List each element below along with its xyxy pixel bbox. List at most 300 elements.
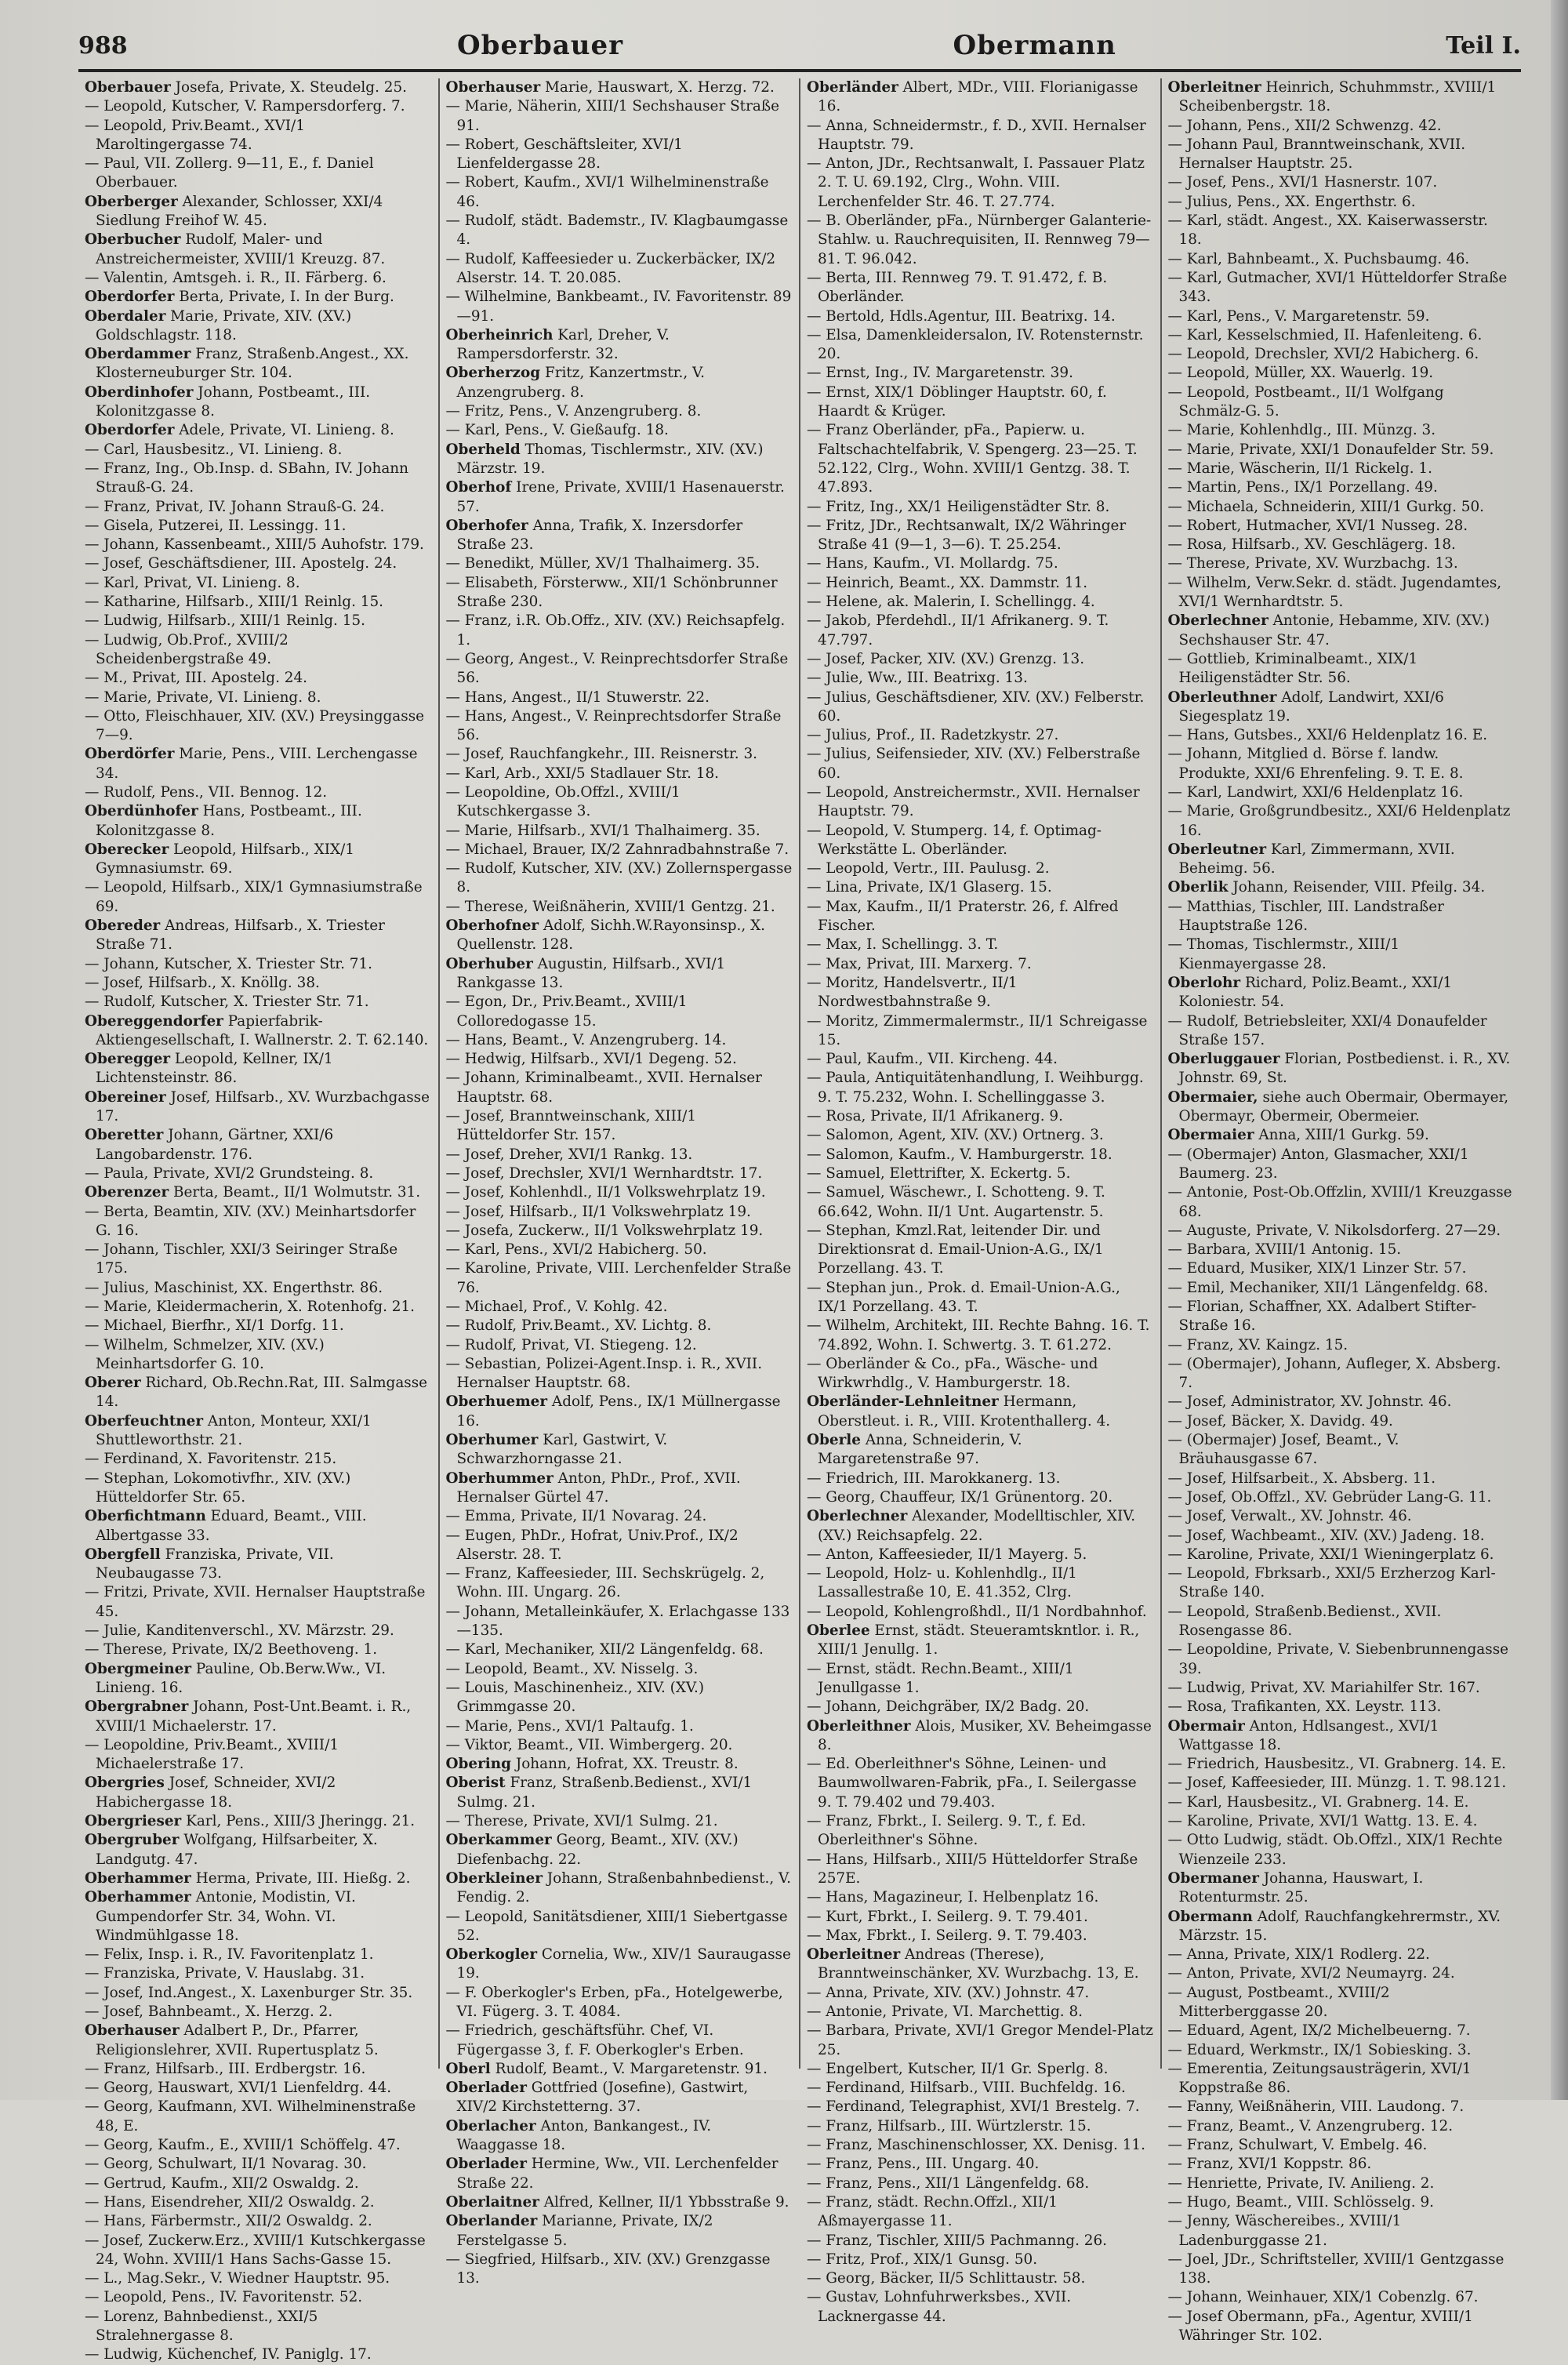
directory-entry: — Fritz, JDr., Rechtsanwalt, IX/2 Währinger Straße 41 (9—1, 3—6). T. 25.254. — [807, 517, 1127, 554]
directory-entry: — Max, Kaufm., II/1 Praterstr. 26, f. Alfred Fischer. — [807, 898, 1119, 935]
entry-surname: Oberlaitner — [445, 2193, 539, 2211]
directory-entry: Oberenzer Berta, Beamt., II/1 Wolmutstr. 31. — [85, 1184, 421, 1201]
entry-surname: Obermair — [1167, 1717, 1245, 1735]
directory-entry: — Hans, Angest., V. Reinprechtsdorfer Straße 56. — [445, 707, 782, 744]
directory-entry: — Emerentia, Zeitungsausträgerin, XVI/1 Koppstraße 86. — [1167, 2060, 1472, 2097]
directory-entry: Oberhummer Anton, PhDr., Prof., XVII. Hernalser Gürtel 47. — [445, 1469, 741, 1506]
directory-entry: Oberlechner Alexander, Modelltischler, XIV. (XV.) Reichsapfelg. 22. — [807, 1508, 1136, 1544]
directory-entry: — Paul, VII. Zollerg. 9—11, E., f. Daniel Oberbauer. — [85, 155, 374, 191]
directory-entry: — M., Privat, III. Apostelg. 24. — [85, 670, 308, 687]
entry-surname: Obereggendorfer — [85, 1012, 223, 1030]
entry-surname: Obergruber — [85, 1832, 180, 1849]
directory-entry: Obermaier Anna, XIII/1 Gurkg. 59. — [1167, 1127, 1429, 1144]
entry-surname: Oberfichtmann — [85, 1508, 206, 1525]
directory-entry: — Ernst, Ing., IV. Margaretenstr. 39. — [807, 365, 1073, 382]
directory-entry: — Ferdinand, Hilfsarb., VIII. Buchfeldg. 16. — [807, 2080, 1126, 2097]
entry-surname: Oberdinhofer — [85, 383, 194, 401]
directory-entry: — Karl, Pens., V. Gießaufg. 18. — [445, 422, 669, 439]
directory-entry: — Josef, Verwalt., XV. Johnstr. 46. — [1167, 1508, 1412, 1525]
directory-entry: — Rudolf, Priv.Beamt., XV. Lichtg. 8. — [445, 1317, 712, 1335]
entry-surname: Oberegger — [85, 1051, 171, 1068]
directory-entry: Obergfell Franziska, Private, VII. Neubaugasse 73. — [85, 1546, 334, 1582]
directory-entry: — Josef, Wachbeamt., XIV. (XV.) Jadeng. 18. — [1167, 1527, 1485, 1544]
directory-entry: — Wilhelm, Verw.Sekr. d. städt. Jugendamtes, XVI/1 Wernhardtstr. 5. — [1167, 574, 1502, 611]
directory-entry: — Josef, Rauchfangkehr., III. Reisnerstr. 3. — [445, 746, 758, 763]
entry-surname: Oberdorfer — [85, 422, 175, 439]
directory-entry: — Louis, Maschinenheiz., XIV. (XV.) Grimmgasse 20. — [445, 1679, 705, 1716]
directory-entry: — Therese, Private, XVI/1 Sulmg. 21. — [445, 1813, 718, 1830]
directory-entry: — Josef, Dreher, XVI/1 Rankg. 13. — [445, 1146, 693, 1163]
directory-entry: Oberhuber Augustin, Hilfsarb., XVI/1 Rankgasse 13. — [445, 955, 726, 991]
directory-entry: — Stephan, Kmzl.Rat, leitender Dir. und Direktionsrat d. Email-Union-A.G., IX/1 Porzellang. 43. T. — [807, 1222, 1104, 1277]
directory-entry: — Karl, Gutmacher, XVI/1 Hütteldorfer Straße 343. — [1167, 269, 1508, 306]
directory-entry: Oberdinhofer Johann, Postbeamt., III. Kolonitzgasse 8. — [85, 383, 371, 420]
directory-entry: — Gustav, Lohnfuhrwerksbes., XVII. Lacknergasse 44. — [807, 2289, 1072, 2325]
directory-entry: — Franz, Kaffeesieder, III. Sechskrügelg. 2, Wohn. III. Ungarg. 26. — [445, 1565, 765, 1601]
directory-entry: — Salomon, Agent, XIV. (XV.) Ortnerg. 3. — [807, 1127, 1104, 1144]
directory-entry: — Max, I. Schellingg. 3. T. — [807, 936, 999, 954]
directory-entry: — Georg, Kaufmann, XVI. Wilhelminenstraße 48, E. — [85, 2098, 416, 2134]
directory-entry: — Marie, Hilfsarb., XVI/1 Thalhaimerg. 35. — [445, 822, 760, 839]
directory-entry: — Johann, Kutscher, X. Triester Str. 71. — [85, 955, 373, 972]
directory-entry: Oberlader Gottfried (Josefine), Gastwirt, XIV/2 Kirchstetterng. 37. — [445, 2080, 749, 2116]
directory-entry: — Franz, XVI/1 Koppstr. 86. — [1167, 2156, 1372, 2173]
directory-entry: — Leopold, Hilfsarb., XIX/1 Gymnasiumstraße 69. — [85, 879, 423, 915]
directory-entry: — Hedwig, Hilfsarb., XVI/1 Degeng. 52. — [445, 1051, 737, 1068]
directory-entry: — Josef, Administrator, XV. Johnstr. 46. — [1167, 1393, 1452, 1411]
directory-entry: Obermaner Johanna, Hauswart, I. Rotenturmstr. 25. — [1167, 1869, 1424, 1906]
directory-entry: — Georg, Chauffeur, IX/1 Grünentorg. 20. — [807, 1488, 1113, 1506]
directory-entry: — Josef, Drechsler, XVI/1 Wernhardtstr. 17. — [445, 1164, 763, 1182]
entry-surname: Oberetter — [85, 1127, 164, 1144]
directory-entry: Oberheld Thomas, Tischlermstr., XIV. (XV.) Märzstr. 19. — [445, 441, 764, 477]
directory-entry: — Josef, Hilfsarb., II/1 Volkswehrplatz 19. — [445, 1203, 751, 1220]
directory-entry: — Paula, Antiquitätenhandlung, I. Weihburgg. 9. T. 75.232, Wohn. I. Schellinggasse 3. — [807, 1070, 1144, 1106]
directory-entry: — Ludwig, Privat, XV. Mariahilfer Str. 167. — [1167, 1679, 1480, 1696]
directory-entry: Oberdörfer Marie, Pens., VIII. Lerchengasse 34. — [85, 746, 418, 782]
directory-entry: — Leopold, Kutscher, V. Rampersdorferg. 7. — [85, 98, 405, 115]
directory-entry: Oberheinrich Karl, Dreher, V. Rampersdorferstr. 32. — [445, 326, 670, 363]
directory-entry: Oberhammer Antonie, Modistin, VI. Gumpendorfer Str. 34, Wohn. VI. Windmühlgasse 18. — [85, 1889, 356, 1944]
directory-entry: — Max, Fbrkt., I. Seilerg. 9. T. 79.403. — [807, 1927, 1087, 1944]
directory-entry: — Leopold, Müller, XX. Wauerlg. 19. — [1167, 365, 1434, 382]
directory-entry: — Anna, Schneidermstr., f. D., XVII. Hernalser Hauptstr. 79. — [807, 117, 1146, 153]
directory-entry: Oberkleiner Johann, Straßenbahnbedienst., V. Fendig. 2. — [445, 1869, 791, 1906]
page-edge-shadow — [1551, 0, 1568, 2100]
directory-entry: Oberhofner Adolf, Sichh.W.Rayonsinsp., X. Quellenstr. 128. — [445, 917, 766, 954]
entry-surname: Oberl — [445, 2060, 491, 2077]
entry-surname: Oberdörfer — [85, 746, 175, 763]
directory-entry: — Franziska, Private, V. Hauslabg. 31. — [85, 1965, 365, 1982]
directory-entry: — Franz, XV. Kaingz. 15. — [1167, 1336, 1348, 1353]
directory-entry: — Friedrich, geschäftsführ. Chef, VI. Fügergasse 3, f. F. Oberkogler's Erben. — [445, 2022, 744, 2058]
directory-entry: — Auguste, Private, V. Nikolsdorferg. 27—29. — [1167, 1222, 1501, 1239]
directory-entry: — Johann, Pens., XII/2 Schwenzg. 42. — [1167, 117, 1442, 134]
entry-surname: Oberecker — [85, 841, 169, 858]
directory-entry: — Julius, Maschinist, XX. Engerthstr. 86. — [85, 1279, 383, 1296]
directory-entry: — Ed. Oberleithner's Söhne, Leinen- und Baumwollwaren-Fabrik, pFa., I. Seilergasse 9. T. 79.402 und 79.403. — [807, 1756, 1137, 1811]
directory-entry: — Georg, Hauswart, XVI/1 Lienfeldrg. 44. — [85, 2080, 392, 2097]
directory-entry: — Hans, Angest., II/1 Stuwerstr. 22. — [445, 688, 710, 706]
entry-surname: Oberist — [445, 1775, 506, 1792]
directory-entry: — Rosa, Trafikanten, XX. Leystr. 113. — [1167, 1698, 1442, 1716]
directory-entry: Oberdorfer Berta, Private, I. In der Burg. — [85, 289, 394, 306]
directory-entry: — Robert, Kaufm., XVI/1 Wilhelminenstraße 46. — [445, 174, 769, 210]
directory-entry: — Leopoldine, Ob.Offzl., XVIII/1 Kutschkergasse 3. — [445, 783, 681, 820]
directory-entry: — Joel, JDr., Schriftsteller, XVIII/1 Gentzgasse 138. — [1167, 2251, 1504, 2287]
directory-entry: — Marie, Näherin, XIII/1 Sechshauser Straße 91. — [445, 98, 779, 134]
directory-entry: Oberer Richard, Ob.Rechn.Rat, III. Salmgasse 14. — [85, 1375, 428, 1411]
directory-entry: — Johann, Mitglied d. Börse f. landw. Produkte, XXI/6 Ehrenfeling. 9. T. E. 8. — [1167, 746, 1464, 782]
directory-entry: — Antonie, Post-Ob.Offzlin, XVIII/1 Kreuzgasse 68. — [1167, 1184, 1512, 1220]
directory-entry: — Max, Privat, III. Marxerg. 7. — [807, 955, 1032, 972]
entry-surname: Oberheinrich — [445, 326, 554, 343]
directory-entry: Obering Johann, Hofrat, XX. Treustr. 8. — [445, 1756, 739, 1773]
directory-entry: — Salomon, Kaufm., V. Hamburgerstr. 18. — [807, 1146, 1112, 1163]
directory-entry: — Therese, Private, XV. Wurzbachg. 13. — [1167, 555, 1458, 572]
directory-entry: Obermann Adolf, Rauchfangkehrermstr., XV. Märzstr. 15. — [1167, 1908, 1501, 1944]
directory-entry: — Hans, Magazineur, I. Helbenplatz 16. — [807, 1889, 1099, 1906]
directory-entry: — Josef, Kohlenhdl., II/1 Volkswehrplatz 19. — [445, 1184, 766, 1201]
column-1 — [78, 78, 440, 2363]
directory-entry: — Leopold, Kohlengroßhdl., II/1 Nordbahnhof. — [807, 1603, 1147, 1620]
entry-surname: Oberleitner — [807, 1946, 901, 1964]
entry-surname: Oberherzog — [445, 365, 541, 382]
directory-entry: — Leopold, Postbeamt., II/1 Wolfgang Schmälz-G. 5. — [1167, 383, 1444, 420]
directory-entry: Obereggendorfer Papierfabrik-Aktiengesellschaft, I. Wallnerstr. 2. T. 62.140. — [85, 1012, 429, 1048]
directory-entry: — Josef Obermann, pFa., Agentur, XVIII/1 Währinger Str. 102. — [1167, 2308, 1473, 2345]
directory-entry: Oberdaler Marie, Private, XIV. (XV.) Goldschlagstr. 118. — [85, 307, 352, 343]
entry-surname: Obergrabner — [85, 1698, 189, 1716]
directory-entry: — Felix, Insp. i. R., IV. Favoritenplatz 1. — [85, 1946, 374, 1964]
directory-entry: — Stephan, Lokomotivfhr., XIV. (XV.) Hütteldorfer Str. 65. — [85, 1469, 351, 1506]
directory-entry: — Josef, Zuckerw.Erz., XVIII/1 Kutschkergasse 24, Wohn. XVIII/1 Hans Sachs-Gasse 15. — [85, 2232, 426, 2268]
directory-entry: — Johann, Weinhauer, XIX/1 Cobenzlg. 67. — [1167, 2289, 1479, 2306]
directory-entry: — Gottlieb, Kriminalbeamt., XIX/1 Heiligenstädter Str. 56. — [1167, 650, 1418, 687]
directory-entry: — Josef, Kaffeesieder, III. Münzg. 1. T. 98.121. — [1167, 1775, 1507, 1792]
directory-entry: — Engelbert, Kutscher, II/1 Gr. Sperlg. 8. — [807, 2060, 1109, 2077]
directory-entry: — Franz, i.R. Ob.Offz., XIV. (XV.) Reichsapfelg. 1. — [445, 612, 786, 648]
directory-entry: — Ludwig, Hilfsarb., XIII/1 Reinlg. 15. — [85, 612, 365, 630]
directory-entry: — Leopold, Vertr., III. Paulusg. 2. — [807, 860, 1050, 877]
entry-surname: Oberlohr — [1167, 974, 1241, 991]
entry-surname: Oberleuthner — [1167, 688, 1277, 706]
directory-entry: Oberleuthner Adolf, Landwirt, XXI/6 Siegesplatz 19. — [1167, 688, 1444, 725]
directory-entry: — Johann, Metalleinkäufer, X. Erlachgasse 133—135. — [445, 1603, 790, 1640]
directory-entry: — Moritz, Handelsvertr., II/1 Nordwestbahnstraße 9. — [807, 974, 1018, 1011]
directory-entry: — Friedrich, Hausbesitz., VI. Grabnerg. 14. E. — [1167, 1756, 1507, 1773]
directory-entry: — Leopold, Priv.Beamt., XVI/1 Maroltingergasse 74. — [85, 117, 305, 153]
directory-entry: — Franz, Ing., Ob.Insp. d. SBahn, IV. Johann Strauß-G. 24. — [85, 460, 408, 496]
directory-entry: — Josef, Bahnbeamt., X. Herzg. 2. — [85, 2003, 333, 2020]
directory-entry: — Fritz, Prof., XIX/1 Gunsg. 50. — [807, 2251, 1038, 2268]
directory-entry: Obergmeiner Pauline, Ob.Berw.Ww., VI. Linieng. 16. — [85, 1660, 387, 1696]
entry-surname: Oberlader — [445, 2080, 527, 2097]
directory-entry: — Rudolf, Kutscher, XIV. (XV.) Zollernspergasse 8. — [445, 860, 793, 896]
directory-entry: — Valentin, Amtsgeh. i. R., II. Färberg. 6. — [85, 269, 387, 286]
directory-entry: — Johann, Kriminalbeamt., XVII. Hernalser Hauptstr. 68. — [445, 1070, 762, 1106]
entry-surname: Obergfell — [85, 1546, 161, 1563]
directory-entry: — Leopold, Sanitätsdiener, XIII/1 Siebertgasse 52. — [445, 1908, 788, 1944]
directory-entry: — Antonie, Private, VI. Marchettig. 8. — [807, 2003, 1083, 2020]
directory-entry: — Michael, Prof., V. Kohlg. 42. — [445, 1299, 668, 1315]
directory-entry: — Robert, Geschäftsleiter, XVI/1 Lienfeldergasse 28. — [445, 136, 683, 173]
entry-surname: Oberhammer — [85, 1869, 191, 1887]
entry-surname: Oberdünhofer — [85, 803, 198, 820]
entry-surname: Oberlacher — [445, 2117, 536, 2134]
directory-entry: — Bertold, Hdls.Agentur, III. Beatrixg. 14. — [807, 307, 1116, 325]
directory-entry: Oberkogler Cornelia, Ww., XIV/1 Sauraugasse 19. — [445, 1946, 791, 1982]
directory-entry: — F. Oberkogler's Erben, pFa., Hotelgewerbe, VI. Fügerg. 3. T. 4084. — [445, 1984, 783, 2020]
directory-entry: — Elisabeth, Försterww., XII/1 Schönbrunner Straße 230. — [445, 574, 778, 611]
directory-entry: — Rosa, Hilfsarb., XV. Geschlägerg. 18. — [1167, 536, 1456, 554]
directory-entry: Oberbucher Rudolf, Maler- und Anstreichermeister, XVIII/1 Kreuzg. 87. — [85, 231, 386, 267]
directory-entry: — August, Postbeamt., XVIII/2 Mitterberggasse 20. — [1167, 1984, 1390, 2020]
directory-entry: — Friedrich, III. Marokkanerg. 13. — [807, 1469, 1061, 1487]
directory-entry: — Franz, Hilfsarb., III. Erdbergstr. 16. — [85, 2060, 366, 2077]
directory-entry: — Heinrich, Beamt., XX. Dammstr. 11. — [807, 574, 1088, 591]
directory-entry: — Julie, Ww., III. Beatrixg. 13. — [807, 670, 1028, 687]
directory-entry: — Therese, Private, IX/2 Beethoveng. 1. — [85, 1641, 378, 1658]
directory-entry: — Leopold, Drechsler, XVI/2 Habicherg. 6. — [1167, 346, 1479, 363]
entry-surname: Oberlader — [445, 2156, 527, 2173]
entry-surname: Oberer — [85, 1375, 141, 1392]
entry-surname: Obermaner — [1167, 1869, 1259, 1887]
directory-entry: Oberhumer Karl, Gastwirt, V. Schwarzhorngasse 21. — [445, 1432, 668, 1468]
entry-surname: Oberle — [807, 1432, 861, 1449]
directory-entry: — Leopold, Beamt., XV. Nisselg. 3. — [445, 1660, 699, 1677]
directory-entry: — Ludwig, Küchenchef, IV. Paniglg. 17. — [85, 2346, 372, 2363]
directory-entry: — Eduard, Werkmstr., IX/1 Sobiesking. 3. — [1167, 2041, 1472, 2058]
directory-entry: — Eduard, Musiker, XIX/1 Linzer Str. 57. — [1167, 1260, 1467, 1277]
directory-entry: Oberländer Albert, MDr., VIII. Florianigasse 16. — [807, 79, 1138, 115]
directory-entry: Oberle Anna, Schneiderin, V. Margaretenstraße 97. — [807, 1432, 1022, 1468]
directory-entry: — Georg, Kaufm., E., XVIII/1 Schöffelg. 47. — [85, 2137, 401, 2154]
entry-surname: Oberlik — [1167, 879, 1229, 896]
directory-entry: — Leopold, Pens., IV. Favoritenstr. 52. — [85, 2289, 363, 2306]
directory-entry: — Franz, Fbrkt., I. Seilerg. 9. T., f. Ed. Oberleithner's Söhne. — [807, 1813, 1087, 1849]
entry-surname: Oberbauer — [85, 79, 171, 96]
directory-entry: — Marie, Kleidermacherin, X. Rotenhofg. 21. — [85, 1299, 416, 1315]
directory-entry: Oberleitner Andreas (Therese), Branntweinschänker, XV. Wurzbachg. 13, E. — [807, 1946, 1139, 1982]
directory-entry: — Stephan jun., Prok. d. Email-Union-A.G., IX/1 Porzellang. 43. T. — [807, 1279, 1120, 1315]
entry-surname: Obermaier — [1167, 1127, 1254, 1144]
directory-entry: — Berta, III. Rennweg 79. T. 91.472, f. B. Oberländer. — [807, 269, 1108, 306]
directory-entry: Oberist Franz, Straßenb.Bedienst., XVI/1 Sulmg. 21. — [445, 1775, 753, 1811]
directory-entry: — Franz, Maschinenschlosser, XX. Denisg. 11. — [807, 2137, 1145, 2154]
directory-entry: — Therese, Weißnäherin, XVIII/1 Gentzg. 21. — [445, 898, 775, 915]
directory-entry: — Gisela, Putzerei, II. Lessingg. 11. — [85, 517, 347, 534]
directory-entry: — Samuel, Wäschewr., I. Schotteng. 9. T. 66.642, Wohn. II/1 Unt. Augartenstr. 5. — [807, 1184, 1105, 1220]
directory-entry: — Rudolf, Betriebsleiter, XXI/4 Donaufelder Straße 157. — [1167, 1012, 1487, 1048]
directory-entry: — Johann Paul, Branntweinschank, XVII. Hernalser Hauptstr. 25. — [1167, 136, 1466, 173]
entry-surname: Oberheld — [445, 441, 521, 458]
directory-entry: — Johann, Tischler, XXI/3 Seiringer Straße 175. — [85, 1241, 398, 1277]
directory-entry: — Josef, Ob.Offzl., XV. Gebrüder Lang-G. 11. — [1167, 1488, 1492, 1506]
directory-entry: — Julius, Pens., XX. Engerthstr. 6. — [1167, 193, 1416, 210]
directory-entry: Oberlander Marianne, Private, IX/2 Ferstelgasse 5. — [445, 2213, 713, 2249]
directory-entry: — Leopoldine, Private, V. Siebenbrunnengasse 39. — [1167, 1641, 1509, 1677]
directory-entry: — Karl, städt. Angest., XX. Kaiserwasserstr. 18. — [1167, 213, 1488, 249]
entry-surname: Oberkleiner — [445, 1869, 543, 1887]
directory-entry: — Georg, Schulwart, II/1 Novarag. 30. — [85, 2156, 367, 2173]
directory-entry: — Oberländer & Co., pFa., Wäsche- und Wirkwrhdlg., V. Hamburgerstr. 18. — [807, 1355, 1098, 1392]
directory-entry: — L., Mag.Sekr., V. Wiedner Hauptstr. 95. — [85, 2270, 390, 2287]
directory-entry: Oberlohr Richard, Poliz.Beamt., XXI/1 Koloniestr. 54. — [1167, 974, 1453, 1011]
directory-entry: Oberdünhofer Hans, Postbeamt., III. Kolonitzgasse 8. — [85, 803, 362, 839]
directory-entry: — Karl, Bahnbeamt., X. Puchsbaumg. 46. — [1167, 250, 1470, 267]
column-4 — [1162, 78, 1522, 2345]
directory-entry: — Karl, Pens., XVI/2 Habicherg. 50. — [445, 1241, 707, 1259]
directory-entry: — Franz, Privat, IV. Johann Strauß-G. 24. — [85, 498, 385, 515]
directory-entry: — Hans, Kaufm., VI. Mollardg. 75. — [807, 555, 1058, 572]
directory-entry: Obergruber Wolfgang, Hilfsarbeiter, X. Landgutg. 47. — [85, 1832, 378, 1868]
directory-entry: — Karl, Kesselschmied, II. Hafenleiteng. 6. — [1167, 326, 1483, 343]
directory-entry: Oberländer-Lehnleitner Hermann, Oberstleut. i. R., VIII. Krotenthallerg. 4. — [807, 1393, 1111, 1430]
page-header — [78, 22, 1521, 72]
directory-entry: Oberdammer Franz, Straßenb.Angest., XX. Klosterneuburger Str. 104. — [85, 346, 409, 382]
directory-entry: — Leopold, Anstreichermstr., XVII. Hernalser Hauptstr. 79. — [807, 783, 1140, 820]
entry-surname: Oberlechner — [807, 1508, 908, 1525]
directory-entry: — Marie, Private, XXI/1 Donaufelder Str. 59. — [1167, 441, 1494, 458]
directory-entry: Oberkammer Georg, Beamt., XIV. (XV.) Diefenbachg. 22. — [445, 1832, 739, 1868]
directory-entry: — Ludwig, Ob.Prof., XVIII/2 Scheidenbergstraße 49. — [85, 631, 289, 667]
directory-entry: Oberhuemer Adolf, Pens., IX/1 Müllnergasse 16. — [445, 1393, 781, 1430]
entry-surname: Oberlander — [445, 2213, 538, 2230]
directory-entry: — Franz, Schulwart, V. Embelg. 46. — [1167, 2137, 1428, 2154]
directory-entry: — Karl, Pens., V. Margaretenstr. 59. — [1167, 307, 1430, 325]
directory-entry: — Wilhelmine, Bankbeamt., IV. Favoritenstr. 89—91. — [445, 289, 792, 325]
directory-entry: — Julius, Seifensieder, XIV. (XV.) Felberstraße 60. — [807, 746, 1141, 782]
directory-entry: — Ernst, XIX/1 Döblinger Hauptstr. 60, f. Haardt & Krüger. — [807, 383, 1107, 420]
directory-entry: — Leopold, Straßenb.Bedienst., XVII. Rosengasse 86. — [1167, 1603, 1442, 1640]
directory-entry: Oberlaitner Alfred, Kellner, II/1 Ybbsstraße 9. — [445, 2193, 789, 2211]
part-label: Teil I. — [1446, 31, 1521, 60]
directory-entry: — Marie, Pens., XVI/1 Paltaufg. 1. — [445, 1717, 694, 1735]
directory-entry: Oberhauser Marie, Hauswart, X. Herzg. 72. — [445, 79, 775, 96]
directory-entry: — Eduard, Agent, IX/2 Michelbeuerng. 7. — [1167, 2022, 1471, 2040]
directory-entry: — Barbara, Private, XVI/1 Gregor Mendel-Platz 25. — [807, 2022, 1153, 2058]
directory-entry: Oberleithner Alois, Musiker, XV. Beheimgasse 8. — [807, 1717, 1152, 1753]
directory-entry: — Anton, Kaffeesieder, II/1 Mayerg. 5. — [807, 1546, 1087, 1563]
directory-entry: — Hans, Gutsbes., XXI/6 Heldenplatz 16. E. — [1167, 727, 1488, 744]
directory-entry: — Karoline, Private, XVI/1 Wattg. 13. E. 4. — [1167, 1813, 1478, 1830]
directory-entry: — (Obermajer) Josef, Beamt., V. Bräuhausgasse 67. — [1167, 1432, 1399, 1468]
directory-entry: — Eugen, PhDr., Hofrat, Univ.Prof., IX/2 Alserstr. 28. T. — [445, 1527, 739, 1563]
entry-surname: Oberländer — [807, 79, 898, 96]
running-head-left: Oberbauer — [457, 30, 624, 61]
directory-entry: — Karl, Hausbesitz., VI. Grabnerg. 14. E. — [1167, 1793, 1469, 1811]
directory-entry: — Marie, Private, VI. Linieng. 8. — [85, 688, 321, 706]
directory-entry: — Julie, Kanditenverschl., XV. Märzstr. 29. — [85, 1622, 394, 1640]
directory-entry: — Emma, Private, II/1 Novarag. 24. — [445, 1508, 707, 1525]
directory-entry: Oberhofer Anna, Trafik, X. Inzersdorfer Straße 23. — [445, 517, 743, 554]
entry-surname: Oberkammer — [445, 1832, 552, 1849]
directory-entry: — Franz, Pens., III. Ungarg. 40. — [807, 2156, 1040, 2173]
directory-entry: — Rudolf, Kaffeesieder u. Zuckerbäcker, IX/2 Alserstr. 14. T. 20.085. — [445, 250, 776, 286]
directory-entry: — Hans, Eisendreher, XII/2 Oswaldg. 2. — [85, 2193, 375, 2211]
entry-surname: Oberhumer — [445, 1432, 539, 1449]
directory-entry: — Julius, Prof., II. Radetzkystr. 27. — [807, 727, 1059, 744]
directory-entry: — Rosa, Private, II/1 Afrikanerg. 9. — [807, 1108, 1063, 1125]
directory-entry: — Jakob, Pferdehdl., II/1 Afrikanerg. 9. T. 47.797. — [807, 612, 1109, 648]
entry-surname: Oberkogler — [445, 1946, 538, 1964]
entry-surname: Oberleutner — [1167, 841, 1267, 858]
directory-entry: — Rudolf, Privat, VI. Stiegeng. 12. — [445, 1336, 697, 1353]
directory-entry: — Michael, Bierfhr., XI/1 Dorfg. 11. — [85, 1317, 344, 1335]
directory-entry: — Hugo, Beamt., VIII. Schlösselg. 9. — [1167, 2193, 1434, 2211]
entry-surname: Oberhuemer — [445, 1393, 548, 1411]
directory-entry: — Ferdinand, Telegraphist, XVI/1 Brestelg. 7. — [807, 2098, 1140, 2116]
entry-surname: Oberländer-Lehnleitner — [807, 1393, 999, 1411]
entry-surname: Oberluggauer — [1167, 1051, 1280, 1068]
directory-entry: Oberbauer Josefa, Private, X. Steudelg. 25. — [85, 79, 408, 96]
directory-entry: — Georg, Angest., V. Reinprechtsdorfer Straße 56. — [445, 650, 789, 687]
entry-surname: Obermaier, — [1167, 1088, 1258, 1106]
directory-entry: Oberl Rudolf, Beamt., V. Margaretenstr. 91. — [445, 2060, 768, 2077]
directory-entry: — Berta, Beamtin, XIV. (XV.) Meinhartsdorfer G. 16. — [85, 1203, 416, 1239]
column-2 — [440, 78, 801, 2287]
entry-surname: Oberhofer — [445, 517, 528, 534]
directory-entry: — Franz, städt. Rechn.Offzl., XII/1 Aßmayergasse 11. — [807, 2193, 1058, 2230]
directory-entry: Oberlacher Anton, Bankangest., IV. Waaggasse 18. — [445, 2117, 712, 2154]
directory-entry: — Fritz, Ing., XX/1 Heiligenstädter Str. 8. — [807, 498, 1110, 515]
directory-entry: Oberherzog Fritz, Kanzertmstr., V. Anzengruberg. 8. — [445, 365, 705, 401]
directory-entry: Oberluggauer Florian, Postbedienst. i. R., XV. Johnstr. 69, St. — [1167, 1051, 1511, 1087]
directory-entry: — Moritz, Zimmermalermstr., II/1 Schreigasse 15. — [807, 1012, 1148, 1048]
directory-entry: — Martin, Pens., IX/1 Porzellang. 49. — [1167, 479, 1438, 496]
running-head-right: Obermann — [953, 30, 1116, 61]
directory-entry: — Josef, Ind.Angest., X. Laxenburger Str. 35. — [85, 1984, 413, 2001]
entry-surname: Oberhummer — [445, 1469, 554, 1487]
directory-entry: Oberecker Leopold, Hilfsarb., XIX/1 Gymnasiumstr. 69. — [85, 841, 354, 877]
directory-entry: — Anna, Private, XIV. (XV.) Johnstr. 47. — [807, 1984, 1090, 2001]
directory-entry: Oberhammer Herma, Private, III. Hießg. 2. — [85, 1869, 411, 1887]
entry-surname: Oberleithner — [807, 1717, 911, 1735]
directory-entry: Oberleutner Karl, Zimmermann, XVII. Beheimg. 56. — [1167, 841, 1455, 877]
directory-entry: — Viktor, Beamt., VII. Wimbergerg. 20. — [445, 1736, 733, 1753]
directory-entry: — Sebastian, Polizei-Agent.Insp. i. R., XVII. Hernalser Hauptstr. 68. — [445, 1355, 763, 1392]
directory-entry: — Josef, Packer, XIV. (XV.) Grenzg. 13. — [807, 650, 1085, 667]
directory-entry: — (Obermajer) Anton, Glasmacher, XXI/1 Baumerg. 23. — [1167, 1146, 1469, 1182]
directory-entry: — Florian, Schaffner, XX. Adalbert Stifter-Straße 16. — [1167, 1299, 1477, 1335]
entry-surname: Oberdammer — [85, 346, 191, 363]
directory-entry: — Siegfried, Hilfsarb., XIV. (XV.) Grenzgasse 13. — [445, 2251, 771, 2287]
directory-entry: — Franz, Hilfsarb., III. Würtzlerstr. 15. — [807, 2117, 1091, 2134]
directory-entry: — Wilhelm, Architekt, III. Rechte Bahng. 16. T. 74.892, Wohn. I. Schwertg. 3. T. 61.272. — [807, 1317, 1150, 1353]
directory-entry: Obereiner Josef, Hilfsarb., XV. Wurzbachgasse 17. — [85, 1088, 430, 1125]
directory-entry: — Josef, Bäcker, X. Davidg. 49. — [1167, 1412, 1393, 1430]
directory-entry: — Samuel, Elettrifter, X. Eckertg. 5. — [807, 1164, 1071, 1182]
directory-entry: — Leopold, Fbrksarb., XXI/5 Erzherzog Karl-Straße 140. — [1167, 1565, 1496, 1601]
entry-surname: Oberleitner — [1167, 79, 1261, 96]
entry-surname: Oberberger — [85, 193, 178, 210]
entry-surname: Obergrieser — [85, 1813, 182, 1830]
directory-entry: — Johann, Kassenbeamt., XIII/5 Auhofstr. 179. — [85, 536, 424, 554]
directory-entry: — Robert, Hutmacher, XVI/1 Nusseg. 28. — [1167, 517, 1468, 534]
directory-entry: Oberfeuchtner Anton, Monteur, XXI/1 Shuttleworthstr. 21. — [85, 1412, 372, 1449]
entry-surname: Oberfeuchtner — [85, 1412, 204, 1430]
directory-entry: — Franz Oberländer, pFa., Papierw. u. Faltschachtelfabrik, V. Spengerg. 23—25. T. 52.122, Clrg., Wohn. XVIII/1 Gentzg. 38. T. 47.893. — [807, 422, 1138, 496]
directory-entry: — Ferdinand, X. Favoritenstr. 215. — [85, 1451, 337, 1468]
directory-entry: — Franz, Pens., XII/1 Längenfeldg. 68. — [807, 2174, 1090, 2192]
directory-entry: — Johann, Deichgräber, IX/2 Badg. 20. — [807, 1698, 1090, 1716]
directory-entry: — Hans, Färbermstr., XII/2 Oswaldg. 2. — [85, 2213, 372, 2230]
entry-surname: Oberhuber — [445, 955, 533, 972]
directory-entry: — Karoline, Private, XXI/1 Wieningerplatz 6. — [1167, 1546, 1494, 1563]
entry-surname: Obergmeiner — [85, 1660, 192, 1677]
directory-entry: Obermair Anton, Hdlsangest., XVI/1 Wattgasse 18. — [1167, 1717, 1439, 1753]
